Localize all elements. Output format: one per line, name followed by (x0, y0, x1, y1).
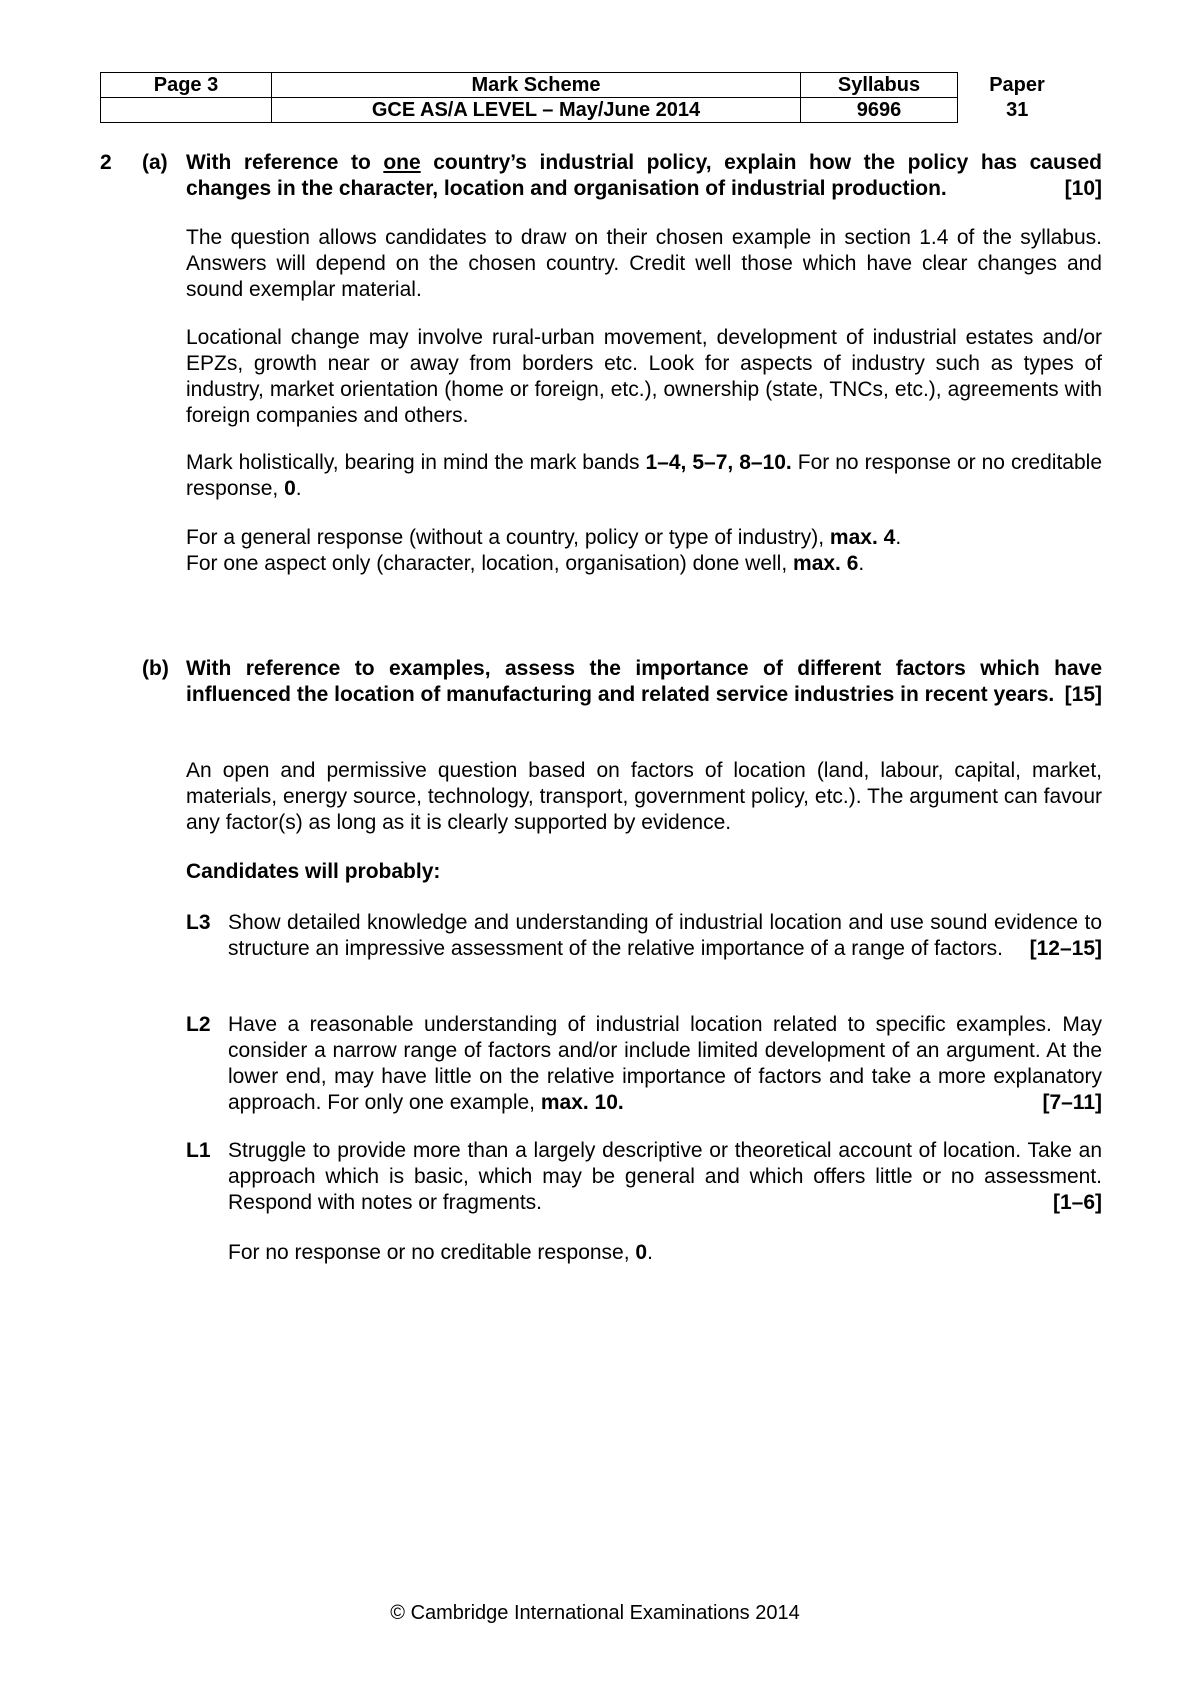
level-l3-text (228, 910, 1102, 962)
header-exam: GCE AS/A LEVEL – May/June 2014 (272, 98, 801, 123)
part-a-label: (a) (142, 151, 168, 174)
level-l3-label: L3 (186, 911, 211, 934)
part-b-final-end: . (647, 1241, 653, 1264)
part-a-line4-end: . (895, 526, 902, 549)
footer-copyright: © Cambridge International Examinations 2014 (390, 1602, 800, 1624)
part-a-mark: [10] (1064, 177, 1102, 200)
part-a-line5-end: . (858, 552, 865, 575)
level-l1-text (228, 1138, 1102, 1216)
level-l1-label: L1 (186, 1139, 211, 1162)
part-a-para3-end: . (295, 477, 302, 500)
part-a-prompt-post: country’s industrial policy, explain how the policy has caused changes in the character, location and organisation of industrial production. (186, 151, 1102, 200)
part-a-para1-text: The question allows candidates to draw on their chosen example in section 1.4 of the syllabus. Answers will depend on the chosen country. Credit well those which have clear changes and sound exemplar material. (186, 226, 1102, 301)
level-l2-max: max. 10. (540, 1091, 624, 1114)
header-syllabus-code: 9696 (801, 98, 958, 123)
part-a-para3-pre: Mark holistically, bearing in mind the mark bands (186, 451, 646, 474)
part-a-max-notes (186, 525, 1102, 577)
candidates-heading: Candidates will probably: (186, 860, 441, 883)
part-a-para1 (186, 225, 1102, 303)
level-l2-desc: Have a reasonable understanding of industrial location related to specific examples. May consider a narrow range of factors and/or include limited development of an argument. At the lower end, may have little on the relative importance of factors and take a more explanatory approach. For only one example, (228, 1013, 1102, 1114)
header-page: Page 3 (101, 73, 272, 98)
part-a-prompt-underlined: one (383, 151, 421, 174)
part-a-zero: 0 (284, 477, 296, 500)
part-b-prompt-text: With reference to examples, assess the importance of different factors which have influenced the location of manufacturing and related service industries in recent years. (186, 657, 1102, 706)
part-b-intro (186, 758, 1102, 836)
part-a-max-6: max. 6 (793, 552, 859, 575)
part-a-mark-bands: 1–4, 5–7, 8–10. (645, 451, 792, 474)
part-b-label: (b) (142, 657, 169, 680)
level-l1-mark: [1–6] (1052, 1191, 1102, 1214)
part-b-final-zero: 0 (635, 1241, 648, 1264)
part-a-prompt (186, 150, 1102, 202)
header-mark-scheme: Mark Scheme (272, 73, 801, 98)
part-a-para2-text: Locational change may involve rural-urban movement, development of industrial estates and/or EPZs, growth near or away from borders etc. Look for aspects of industry such as types of industry, market orientation (home or foreign, etc.), ownership (state, TNCs, etc.), agreements with foreign companies and others. (186, 326, 1102, 427)
question-number: 2 (100, 151, 112, 174)
level-l2-mark: [7–11] (1042, 1091, 1102, 1114)
part-b-intro-text: An open and permissive question based on factors of location (land, labour, capital, market, materials, energy source, technology, transport, government policy, etc.). The argument can favour any factor(s) as long as it is clearly supported by evidence. (186, 759, 1102, 834)
header-empty-cell (101, 98, 272, 123)
header-syllabus-label: Syllabus (801, 73, 958, 98)
part-a-prompt-pre: With reference to (186, 151, 384, 174)
level-l2-label: L2 (186, 1013, 211, 1036)
level-l3-mark: [12–15] (1029, 937, 1102, 960)
level-l2-text (228, 1012, 1102, 1116)
part-a-line4-pre: For a general response (without a country, policy or type of industry), (186, 526, 830, 549)
part-b-prompt (186, 656, 1102, 708)
part-a-para3 (186, 450, 1102, 502)
header-table (100, 72, 1077, 123)
part-b-mark: [15] (1064, 683, 1102, 706)
header-paper-number: 31 (1006, 98, 1029, 121)
part-b-final-pre: For no response or no creditable response, (228, 1241, 636, 1264)
part-a-para3-mid: For no response or no creditable response, (186, 451, 1102, 500)
header-paper-label: Paper (989, 73, 1045, 96)
part-a-para2 (186, 325, 1102, 429)
level-l3-desc: Show detailed knowledge and understanding of industrial location and use sound evidence to structure an impressive assessment of the relative importance of a range of factors. (228, 911, 1102, 960)
part-a-line5-pre: For one aspect only (character, location, organisation) done well, (186, 552, 794, 575)
level-l1-desc: Struggle to provide more than a largely descriptive or theoretical account of location. Take an approach which is basic, which may be general and which offers little or no assessment. Respond with notes or fragments. (228, 1139, 1102, 1214)
part-a-max-4: max. 4 (829, 526, 896, 549)
part-b-final (228, 1240, 1102, 1266)
